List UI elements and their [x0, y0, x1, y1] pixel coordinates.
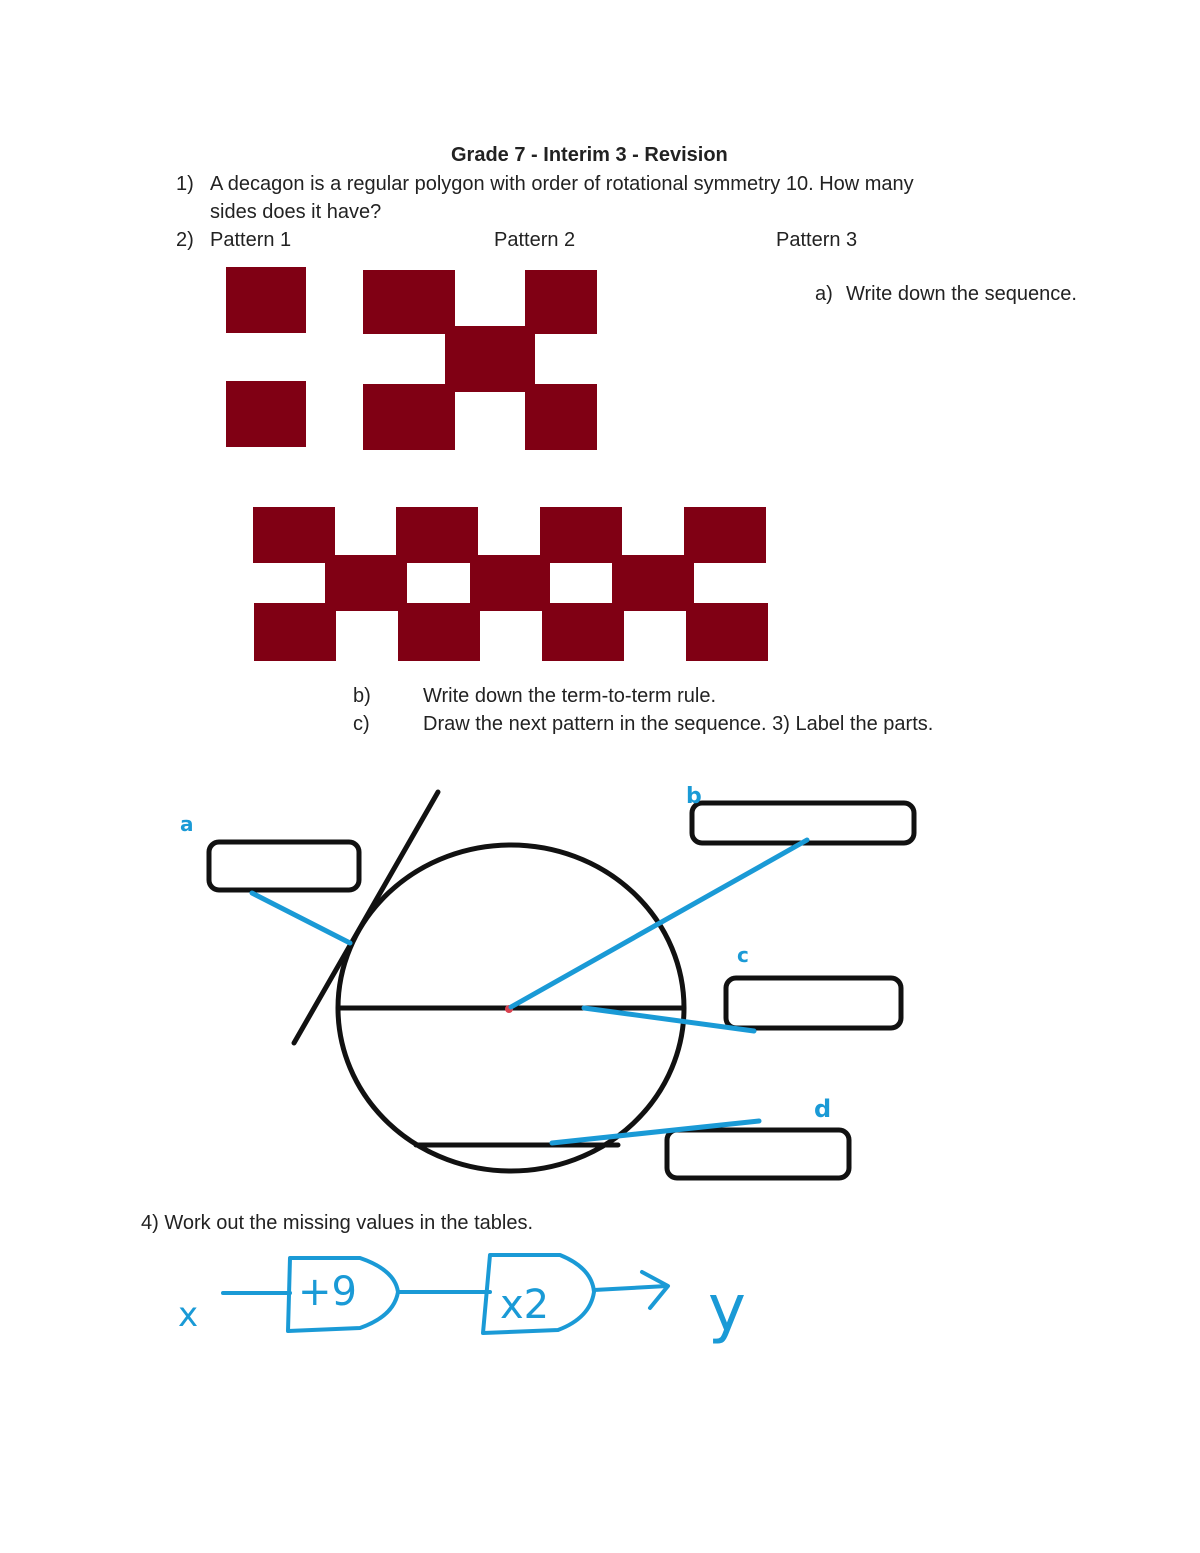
label-letter-a: a [180, 812, 194, 836]
part-c-letter: c) [353, 713, 370, 735]
page-title: Grade 7 - Interim 3 - Revision [451, 144, 728, 166]
part-a-letter: a) [815, 283, 833, 305]
question-1-number: 1) [176, 173, 194, 195]
output-label: y [708, 1272, 746, 1346]
arrow-head-icon [642, 1272, 668, 1308]
question-4-text: 4) Work out the missing values in the tables. [141, 1212, 534, 1234]
part-c-text: Draw the next pattern in the sequence. 3) Label the parts. [423, 713, 934, 735]
label-letter-b: b [686, 784, 702, 809]
part-b-letter: b) [353, 685, 371, 707]
pattern-1-label: Pattern 1 [210, 229, 292, 251]
pattern-3-label: Pattern 3 [776, 229, 858, 251]
question-1-text-line-2: sides does it have? [210, 201, 382, 223]
question-2-number: 2) [176, 229, 194, 251]
pattern-2-label: Pattern 2 [494, 229, 576, 251]
part-b-text: Write down the term-to-term rule. [423, 685, 717, 707]
label-letter-d: d [814, 1095, 832, 1123]
step-1-label: +9 [298, 1269, 357, 1315]
step-2-label: x2 [500, 1282, 550, 1328]
label-letter-c: c [737, 943, 749, 967]
output-arrow-line [594, 1286, 667, 1290]
part-a-text: Write down the sequence. [846, 283, 1077, 305]
question-1-text-line-1: A decagon is a regular polygon with order of rotational symmetry 10. How many [210, 173, 914, 195]
input-label: x [178, 1295, 199, 1335]
